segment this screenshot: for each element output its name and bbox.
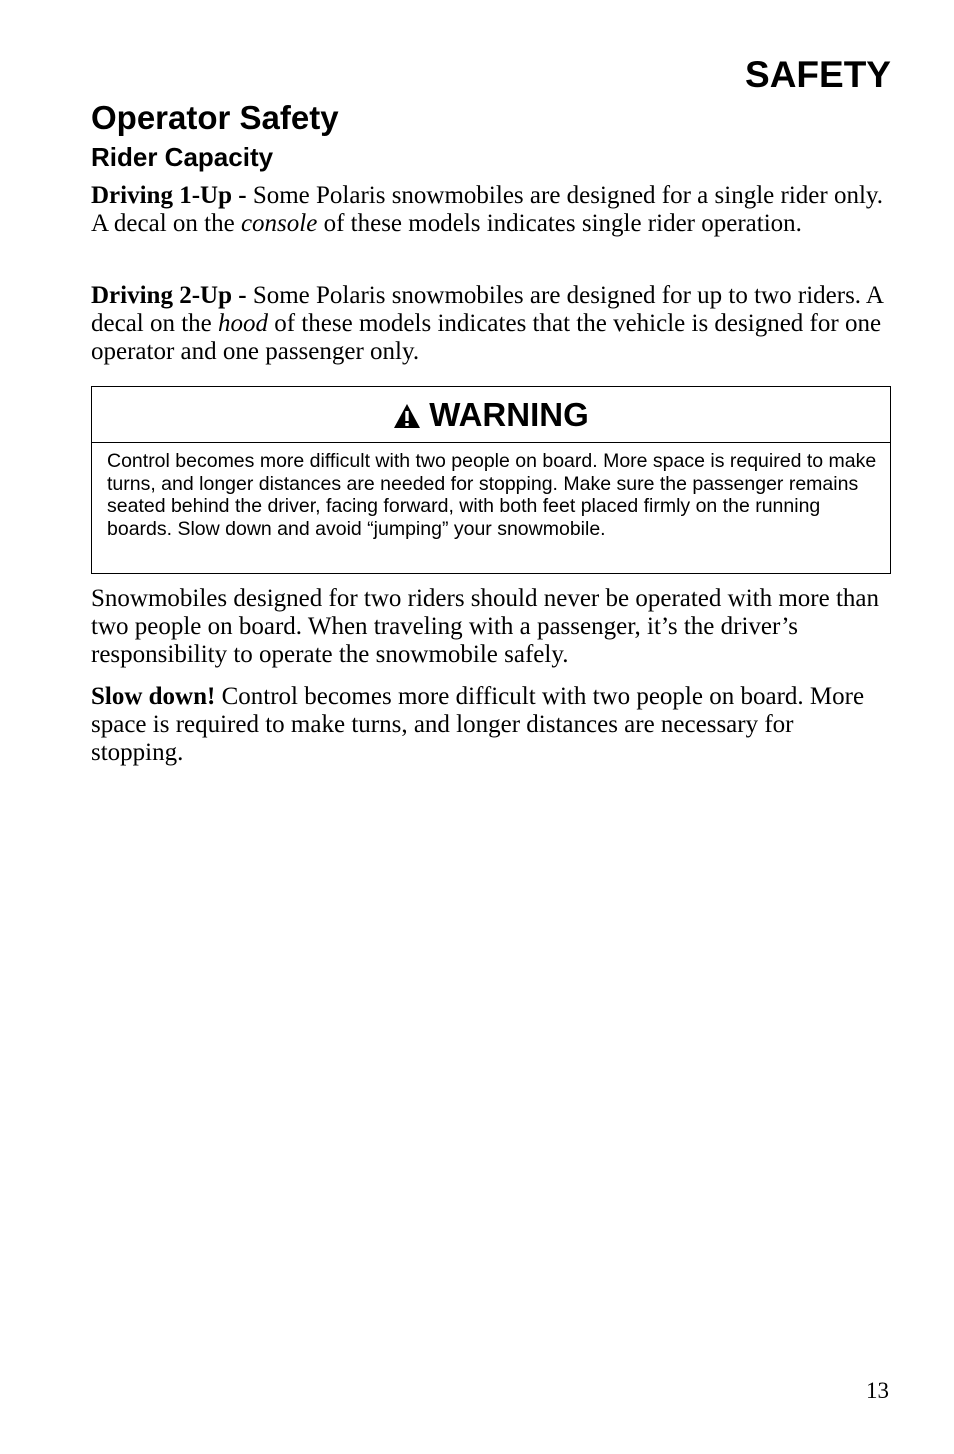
paragraph-text: Some Polaris snowmobiles are designed for a single rider only. A decal on the bbox=[91, 182, 884, 237]
paragraph-lead: Driving 2-Up - bbox=[91, 282, 247, 309]
paragraph-text: of these models indicates single rider operation. bbox=[317, 210, 802, 237]
warning-box bbox=[91, 386, 891, 574]
paragraph-driving-2up bbox=[91, 282, 891, 366]
warning-title: WARNING bbox=[429, 395, 589, 433]
paragraph-text: Control becomes more difficult with two people on board. More space is required to make turns, and longer distances are necessary for stopping. bbox=[91, 683, 865, 766]
warning-header bbox=[92, 387, 890, 443]
paragraph-lead: Slow down! bbox=[91, 683, 216, 710]
page-number: 13 bbox=[866, 1378, 889, 1403]
paragraph-two-riders: Snowmobiles designed for two riders should never be operated with more than two people on board. When traveling with a passenger, it’s the driver’s responsibility to operate the snowmobile safely. bbox=[91, 585, 880, 668]
section-title: SAFETY bbox=[745, 54, 891, 95]
paragraph-driving-1up bbox=[91, 182, 891, 238]
paragraph-slow-down bbox=[91, 683, 891, 767]
emphasis-hood: hood bbox=[218, 310, 269, 337]
paragraph-text: of these models indicates that the vehicle is designed for one operator and one passenger only. bbox=[91, 310, 882, 365]
paragraph-lead: Driving 1-Up - bbox=[91, 182, 247, 209]
heading-rider-capacity: Rider Capacity bbox=[91, 142, 274, 172]
warning-body: Control becomes more difficult with two people on board. More space is required to make turns, and longer distances are needed for stopping. Make sure the passenger remains seated behind the driver, facing forward, with both feet placed firmly on the running boards. Slow down and avoid “jumping” your snowmobile. bbox=[107, 450, 877, 540]
warning-triangle-icon bbox=[393, 403, 421, 429]
paragraph-text: Some Polaris snowmobiles are designed for up to two riders. A decal on the bbox=[91, 282, 883, 337]
heading-operator-safety: Operator Safety bbox=[91, 99, 339, 136]
emphasis-console: console bbox=[240, 210, 318, 237]
manual-page bbox=[91, 0, 891, 1454]
